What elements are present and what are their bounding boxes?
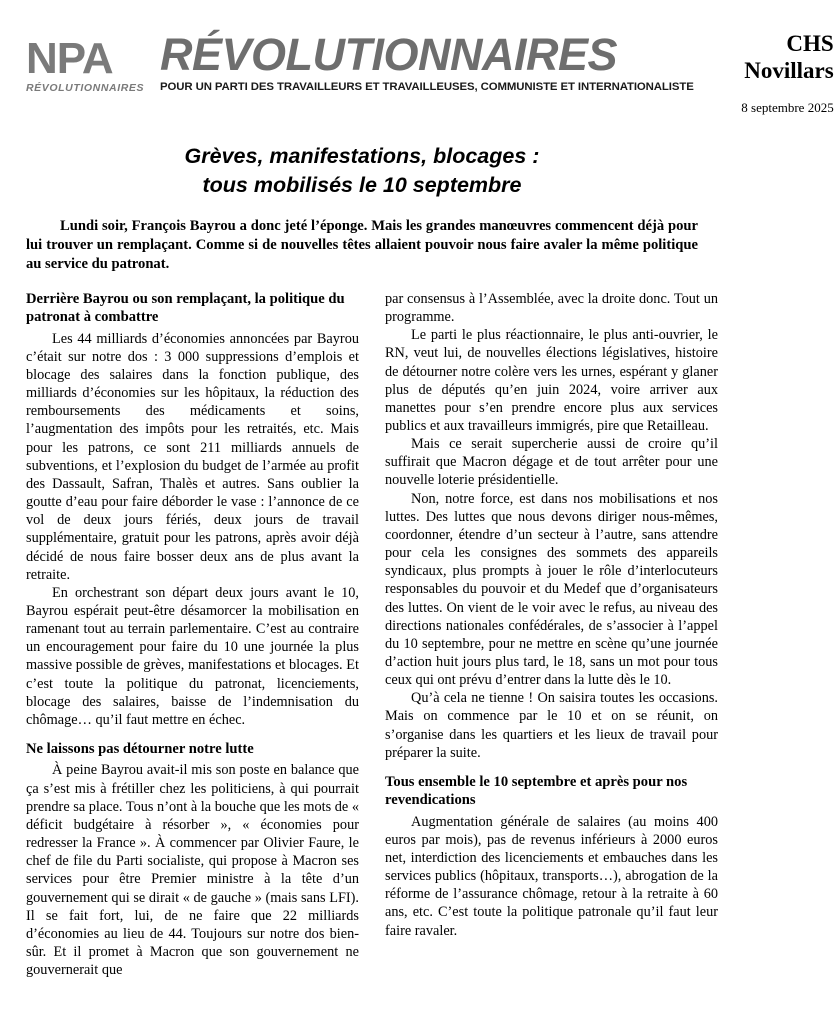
issue-name-line2: Novillars — [744, 58, 834, 84]
npa-logo — [26, 26, 156, 94]
paragraph-right-3: Mais ce serait supercherie aussi de croire qu’il suffirait que Macron dégage et de tout arrêter pour une nouvelle loterie présidentielle. — [385, 436, 718, 489]
paper-subtitle: POUR UN PARTI DES TRAVAILLEURS ET TRAVAILLEUSES, COMMUNISTE ET INTERNATIONALISTE — [160, 81, 694, 93]
paragraph-left-1: Les 44 milliards d’économies annoncées par Bayrou c’était sur notre dos : 3 000 suppressions d’emplois et blocage des salaires dans la fonction publique, des milliards d’économies sur les hôpitaux, la réduction des remboursements des médicaments et soins, l’augmentation des impôts pour les retraités, etc. Mais pour les patrons, ce sont 211 milliards annuels de subventions, et l’explosion du budget de l’armée au profit des Dassault, Safran, Thalès et autres. Sans oublier la goutte d’eau pour faire déborder le vase : l’annonce de ce vol de deux jours fériés, deux jours de travail supplémentaire, gratuit pour les patrons, après avoir déjà décidé de nous faire bosser deux ans de plus avant la retraite. — [26, 330, 359, 583]
issue-block — [694, 26, 834, 116]
paragraph-left-3: À peine Bayrou avait-il mis son poste en balance que ça s’est mis à frétiller chez les politiciens, à qui pourrait prendre sa place. Tous n’ont à la bouche que les mots de « déficit budgétaire à résorber », « économies pour redresser la France ». À commencer par Olivier Faure, le chef de file du Parti socialiste, qui propose à Macron ses services pour être Premier ministre à la tête d’un gouvernement qui se dirait « de gauche » (mais sans LFI). Il se fait fort, lui, de ne faire que 22 milliards d’économies au lieu de 44. Toujours sur notre dos bien-sûr. Et il promet à Macron que son gouvernement ne gouvernerait que — [26, 762, 359, 979]
headline-line-2: tous mobilisés le 10 septembre — [202, 172, 522, 197]
left-column — [26, 290, 359, 979]
paragraph-right-4: Non, notre force, est dans nos mobilisations et nos luttes. Des luttes que nous devons diriger nous-mêmes, coordonner, étendre d’un secteur à l’autre, sans attendre pour cela les consignes des sommets des appareils syndicaux, plus prompts à jouer le rôle d’interlocuteurs responsables du pouvoir et du Medef que d’organisateurs des luttes. On vient de le voir avec le refus, au niveau des directions nationales confédérales, de s’associer à l’appel du 10 septembre, pour ne mettre en scène qu’une journée d’action huit jours plus tard, le 18, sans un mot pour tous ceux qui ont prévu d’entrer dans la lutte dès le 10. — [385, 490, 718, 689]
paragraph-right-1: par consensus à l’Assemblée, avec la droite donc. Tout un programme. — [385, 290, 718, 326]
section-heading-lutte: Ne laissons pas détourner notre lutte — [26, 741, 254, 758]
paragraph-right-2: Le parti le plus réactionnaire, le plus anti-ouvrier, le RN, veut lui, de nouvelles élections législatives, histoire de détourner notre colère vers les urnes, espérant y glaner plus de députés qu’en juin 2024, voire arriver aux manettes pour s’en prendre encore plus aux services publics et aux travailleurs immigrés, pire que Retailleau. — [385, 327, 718, 434]
issue-name-line1: CHS — [786, 31, 834, 56]
issue-date: 8 septembre 2025 — [741, 100, 834, 116]
npa-logo-subtext: RÉVOLUTIONNAIRES — [26, 81, 145, 94]
paper-title-block — [156, 26, 694, 93]
paragraph-right-5: Qu’à cela ne tienne ! On saisira toutes les occasions. Mais on commence par le 10 et on se réunit, on s’organise dans les quartiers et les lieux de travail pour préparer la suite. — [385, 690, 718, 761]
paper-title: RÉVOLUTIONNAIRES — [160, 29, 618, 80]
section-heading-revendications: Tous ensemble le 10 septembre et après pour nos revendications — [385, 773, 688, 809]
headline-line-1: Grèves, manifestations, blocages : — [184, 144, 540, 169]
npa-logo-text: NPA — [26, 34, 113, 83]
section-heading-patronat: Derrière Bayrou ou son remplaçant, la politique du patronat à combattre — [26, 290, 345, 326]
article-headline — [52, 142, 672, 199]
paragraph-left-2: En orchestrant son départ deux jours avant le 10, Bayrou espérait peut-être désamorcer la mobilisation en ramenant tout au terrain parlementaire. C’est au contraire un encouragement pour faire du 10 une journée la plus massive possible de grèves, manifestations et blocages. Et c’est toute la politique du patronat, licenciements, blocage des salaires, baisse de l’indemnisation du chômage… qu’il faut mettre en échec. — [26, 584, 359, 728]
masthead — [0, 0, 834, 116]
article-body — [26, 290, 718, 979]
article-lead-paragraph: Lundi soir, François Bayrou a donc jeté l’éponge. Mais les grandes manœuvres commencent déjà pour lui trouver un remplaçant. Comme si de nouvelles têtes allaient pouvoir nous faire avaler la même politique au service du patronat. — [26, 218, 698, 273]
paragraph-right-6: Augmentation générale de salaires (au moins 400 euros par mois), pas de revenus inférieurs à 2000 euros net, interdiction des licenciements et embauches dans les services publics (hôpitaux, transports…), abrogation de la réforme de l’assurance chômage, retour à la retraite à 60 ans, etc. C’est toute la politique patronale qu’il faut leur faire ravaler. — [385, 813, 718, 939]
right-column — [385, 290, 718, 979]
